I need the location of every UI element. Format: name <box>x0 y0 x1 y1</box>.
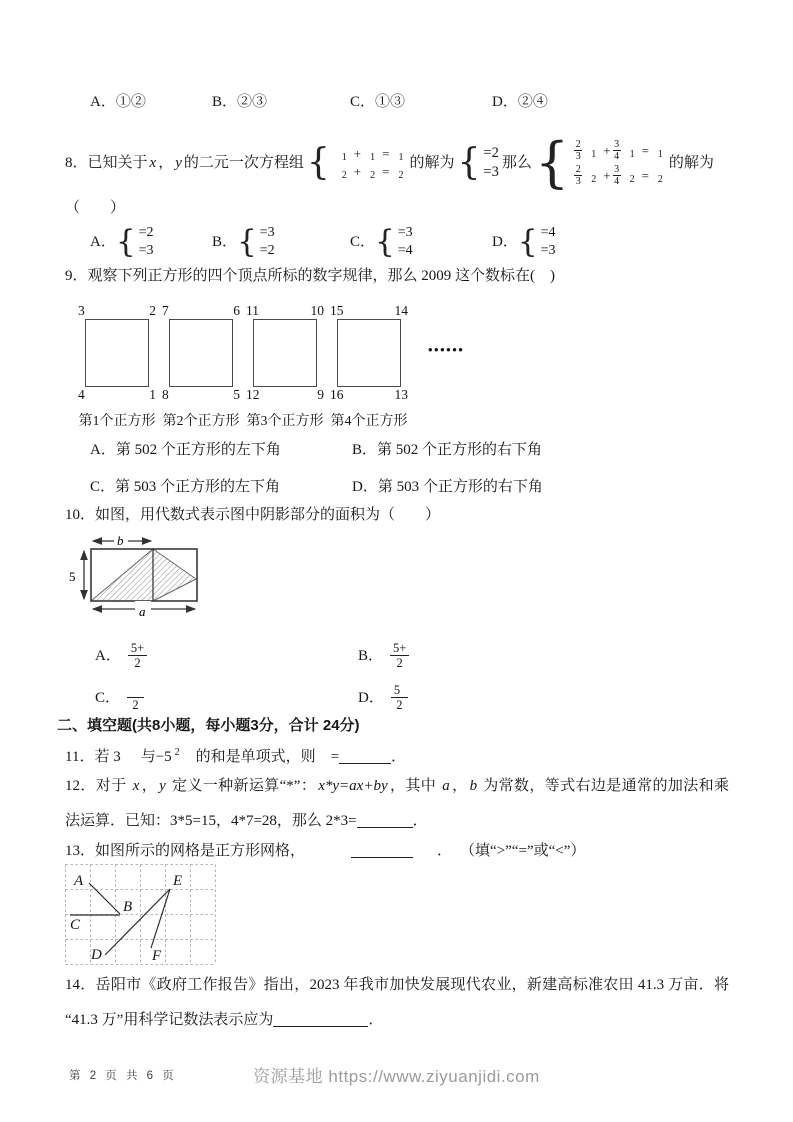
q9-option-a: A．第 502 个正方形的左下角 <box>90 442 281 458</box>
q8-system-1 <box>306 142 407 183</box>
section-2-header: 二、填空题(共8小题，每小题3分，合计 24分) <box>57 717 360 734</box>
q12-stem-line1 <box>65 776 729 796</box>
point-label-D: D <box>91 947 102 963</box>
q8-stem <box>65 133 714 193</box>
q13-grid-figure <box>62 861 222 968</box>
q11-text-1: 11．若 3 <box>65 749 121 765</box>
q9-option-c: C．第 503 个正方形的左下角 <box>90 479 281 495</box>
left-brace: { <box>517 223 538 260</box>
q10-shaded-area-figure <box>64 531 224 631</box>
square-caption: 第3个正方形 <box>246 414 324 429</box>
q8-text-tail: 的解为 <box>668 155 714 171</box>
q9-option-b: B．第 502 个正方形的右下角 <box>352 442 543 458</box>
operator: = <box>641 142 649 158</box>
square-box <box>169 319 233 387</box>
corner-number: 7 <box>162 303 169 318</box>
q8-option-b: B． { =3 =2 <box>212 223 275 260</box>
corner-number: 12 <box>246 387 260 402</box>
ellipsis-dots: •••••• <box>428 342 465 357</box>
square-box <box>253 319 317 387</box>
q12-formula: x*y=ax+by <box>318 778 388 794</box>
left-brace: { <box>115 223 136 260</box>
b-label: b <box>117 533 124 548</box>
corner-number: 5 <box>233 387 240 402</box>
corner-number: 2 <box>149 303 156 318</box>
operator: + <box>353 146 362 161</box>
q8-solution-system <box>458 144 499 182</box>
subscript: 1 <box>591 149 597 160</box>
period: ． <box>368 1012 384 1028</box>
q12-var-x: x <box>132 778 140 794</box>
q8-option-c: C． { =3 =4 <box>350 223 413 260</box>
subscript: 1 <box>341 152 347 163</box>
left-brace: { <box>534 131 570 194</box>
subscript: 1 <box>629 149 635 160</box>
fraction: 5+ 2 <box>390 641 409 671</box>
q12-var-a: a <box>442 778 450 794</box>
operator: = <box>382 164 390 179</box>
corner-number: 1 <box>149 387 156 402</box>
corner-number: 9 <box>317 387 324 402</box>
point-label-E: E <box>173 873 183 889</box>
option-label: B． <box>358 648 384 664</box>
corner-number: 13 <box>394 387 408 402</box>
q13-fill-note: （填“>”“=”或“<”） <box>460 843 586 859</box>
fraction: 2 3 <box>575 138 581 162</box>
q11-stem <box>65 743 406 767</box>
square-figure-3 <box>243 303 327 430</box>
q8-system-2 <box>534 131 666 194</box>
subscript: 2 <box>341 170 347 181</box>
q8-options-row <box>65 224 755 264</box>
figure-segments <box>70 883 170 955</box>
square-box <box>337 319 401 387</box>
operator: = <box>641 167 649 183</box>
q11-text-3: 的和是单项式，则 <box>195 749 316 765</box>
left-brace: { <box>375 223 395 260</box>
q14-text-2: “41.3 万”用科学记数法表示应为 <box>65 1012 274 1028</box>
fraction: 5+ 2 <box>128 641 147 671</box>
q8-answer-parens: （ ） <box>65 200 126 216</box>
point-label-B: B <box>123 899 133 915</box>
operator: + <box>603 167 611 183</box>
q8-sol-row1: =2 <box>483 145 499 161</box>
exponent: 2 <box>174 747 180 758</box>
q8-option-d: D． { =4 =3 <box>492 223 556 260</box>
q7-option-a: A．①② <box>90 94 146 110</box>
answer-blank <box>351 842 413 858</box>
a-label: a <box>139 604 146 619</box>
q10-option-c <box>95 683 144 713</box>
square-caption: 第1个正方形 <box>78 414 156 429</box>
segment-AB <box>89 883 120 914</box>
subscript: 1 <box>370 152 376 163</box>
q12-text-2: 定义一种新运算“*”： <box>167 778 317 794</box>
comma: ， <box>451 778 468 794</box>
subscript: 2 <box>398 170 404 181</box>
q12-text-4: 为常数，等式右边是通常的加法和乘 <box>479 778 729 794</box>
left-brace: { <box>237 223 257 260</box>
subscript: 1 <box>657 149 663 160</box>
q7-options-row <box>65 92 755 112</box>
height-label: 5 <box>69 569 76 584</box>
q8-text-mid2: 那么 <box>501 155 532 171</box>
q8-comma: ， <box>158 155 174 171</box>
corner-number: 15 <box>330 303 344 318</box>
q12-stem-line2 <box>65 811 428 831</box>
answer-blank <box>357 812 413 828</box>
option-label: C． <box>95 690 121 706</box>
q9-squares-figure <box>75 303 411 430</box>
option-label: A． <box>95 648 121 664</box>
q12-text-3: ，其中 <box>389 778 441 794</box>
left-brace: { <box>306 142 330 183</box>
operator: + <box>603 142 611 158</box>
square-figure-2 <box>159 303 243 430</box>
option-label: C． <box>350 234 376 250</box>
q10-option-b <box>358 641 409 671</box>
fraction: 2 3 <box>575 163 581 187</box>
corner-number: 8 <box>162 387 169 402</box>
q7-option-b: B．②③ <box>212 94 268 110</box>
q8-text-mid1: 的解为 <box>409 155 455 171</box>
period: ． <box>437 843 453 859</box>
subscript: 2 <box>370 170 376 181</box>
q8-sys2-row1 <box>572 138 666 163</box>
subscript: 2 <box>629 174 635 185</box>
corner-number: 11 <box>246 303 259 318</box>
q9-stem: 9．观察下列正方形的四个顶点所标的数字规律，那么 2009 这个数标在( ) <box>65 268 555 284</box>
period: ． <box>391 749 407 765</box>
q7-option-d: D．②④ <box>492 94 548 110</box>
fraction: $\frac{3}{4}$ <box>614 138 620 162</box>
shaded-triangle-right <box>153 549 196 601</box>
period: ． <box>412 813 428 829</box>
square-figure-1 <box>75 303 159 430</box>
q13-text-1: 13．如图所示的网格是正方形网格， <box>65 843 306 859</box>
q10-option-d <box>358 683 408 713</box>
fraction: $\frac{3}{4}$ <box>614 163 620 187</box>
point-label-C: C <box>70 917 81 933</box>
q12-text-1: 12．对于 <box>65 778 131 794</box>
q8-option-a: A． { =2 =3 <box>90 223 154 260</box>
q8-var-y: y <box>175 155 182 171</box>
segment-DE <box>105 889 170 955</box>
option-label: D． <box>358 690 384 706</box>
fraction: 5 2 <box>391 683 408 713</box>
q8-sol-row2: =3 <box>483 164 499 180</box>
operator: = <box>382 146 390 161</box>
q8-text-lead2: 的二元一次方程组 <box>183 155 304 171</box>
q9-option-d: D．第 503 个正方形的右下角 <box>352 479 543 495</box>
answer-blank <box>339 748 391 764</box>
corner-number: 10 <box>310 303 324 318</box>
shaded-triangle-left <box>91 549 153 601</box>
subscript: 1 <box>398 152 404 163</box>
square-box <box>85 319 149 387</box>
option-label: A． <box>90 234 116 250</box>
operator: + <box>353 164 362 179</box>
corner-number: 14 <box>394 303 408 318</box>
q12-text-5: 法运算．已知：3*5=15，4*7=28，那么 2*3= <box>65 813 357 829</box>
square-caption: 第4个正方形 <box>330 414 408 429</box>
footer-page-number: 第 2 页 共 6 页 <box>69 1070 177 1082</box>
footer-site-link: 资源基地 https://www.ziyuanjidi.com <box>253 1067 540 1086</box>
q11-text-2: 与−5 <box>140 749 172 765</box>
option-label: D． <box>492 234 518 250</box>
corner-number: 3 <box>78 303 85 318</box>
q14-stem-line1: 14．岳阳市《政府工作报告》指出，2023 年我市加快发展现代农业，新建高标准农田 41.3 万亩．将 <box>65 977 729 993</box>
q14-stem-line2 <box>65 1010 383 1030</box>
option-label: B． <box>212 234 238 250</box>
footer-watermark <box>0 1062 793 1087</box>
equals-sign: = <box>330 749 340 765</box>
left-brace: { <box>457 142 481 183</box>
subscript: 2 <box>591 174 597 185</box>
q12-var-b: b <box>469 778 478 794</box>
square-caption: 第2个正方形 <box>162 414 240 429</box>
q12-var-y: y <box>159 778 166 794</box>
square-figure-4 <box>327 303 411 430</box>
q8-var-x: x <box>149 155 157 171</box>
q10-option-a <box>95 641 147 671</box>
answer-blank <box>273 1011 368 1027</box>
q10-stem: 10．如图，用代数式表示图中阴影部分的面积为（ ） <box>65 507 441 523</box>
q7-option-c: C．①③ <box>350 94 406 110</box>
corner-number: 4 <box>78 387 85 402</box>
corner-number: 6 <box>233 303 240 318</box>
q13-stem <box>65 841 585 861</box>
point-label-A: A <box>74 873 84 889</box>
comma: ， <box>141 778 158 794</box>
q8-sys2-row2 <box>572 163 666 188</box>
fraction: 2 <box>127 683 144 713</box>
corner-number: 16 <box>330 387 344 402</box>
point-label-F: F <box>152 948 162 964</box>
q8-sys1-row1 <box>333 145 407 163</box>
q8-text-lead: 8．已知关于 <box>65 155 148 171</box>
subscript: 2 <box>657 174 663 185</box>
